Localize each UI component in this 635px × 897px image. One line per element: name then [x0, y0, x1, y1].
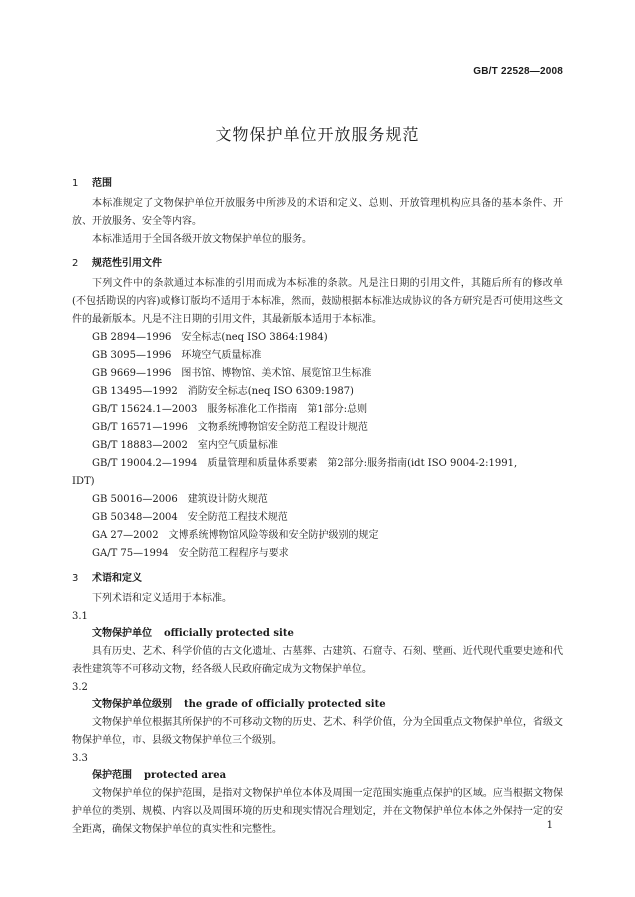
term-definition: 文物保护单位的保护范围，是指对文物保护单位本体及周围一定范围实施重点保护的区域。应当根据文物保护单位的类别、规模、内容以及周围环境的历史和现实情况合理划定，并在文物保护单位本体之外保持一定的安全距离，确保文物保护单位的真实性和完整性。 — [72, 788, 563, 835]
term-zh: 文物保护单位 — [92, 628, 152, 639]
reference-item: GB 2894—1996 安全标志(neq ISO 3864:1984) — [92, 332, 328, 343]
reference-item: GA 27—2002 文博系统博物馆风险等级和安全防护级别的规定 — [92, 530, 379, 541]
clause-number: 3.2 — [72, 682, 88, 693]
reference-item: GB/T 16571—1996 文物系统博物馆安全防范工程设计规范 — [92, 422, 368, 433]
reference-item: GB 9669—1996 图书馆、博物馆、美术馆、展览馆卫生标准 — [92, 368, 372, 379]
paragraph: 下列术语和定义适用于本标准。 — [92, 593, 232, 604]
page-number: 1 — [546, 820, 553, 831]
clause-number: 3.3 — [72, 753, 88, 764]
term-definition: 具有历史、艺术、科学价值的古文化遗址、古墓葬、古建筑、石窟寺、石刻、壁画、近代现代重要史迹和代表性建筑等不可移动文物，经各级人民政府确定成为文物保护单位。 — [72, 646, 563, 675]
term-heading — [72, 625, 563, 643]
reference-item: GB/T 15624.1—2003 服务标准化工作指南 第1部分:总则 — [92, 404, 368, 415]
term-zh: 文物保护单位级别 — [92, 699, 172, 710]
section-number: 3 — [72, 573, 79, 584]
reference-item: GB 3095—1996 环境空气质量标准 — [92, 350, 262, 361]
reference-line: GB/T 19004.2—1994 质量管理和质量体系要素 第2部分:服务指南(idt ISO 9004-2:1991, — [92, 458, 518, 469]
document-body — [72, 175, 563, 839]
paragraph: 本标准适用于全国各级开放文物保护单位的服务。 — [92, 234, 312, 245]
term-en: officially protected site — [164, 628, 294, 639]
clause-number: 3.1 — [72, 611, 88, 622]
section-2-heading — [72, 255, 563, 272]
section-number: 2 — [72, 258, 79, 269]
paragraph: 下列文件中的条款通过本标准的引用而成为本标准的条款。凡是注日期的引用文件，其随后所有的修改单(不包括勘误的内容)或修订版均不适用于本标准，然而，鼓励根据本标准达成协议的各方研究是否可使用这些文件的最新版本。凡是不注日期的引用文件，其最新版本适用于本标准。 — [72, 278, 563, 325]
reference-item: GB 50348—2004 安全防范工程技术规范 — [92, 512, 288, 523]
term-zh: 保护范围 — [92, 770, 132, 781]
reference-item — [72, 455, 563, 491]
reference-line-continued: IDT) — [72, 476, 95, 487]
section-title: 术语和定义 — [92, 573, 142, 584]
term-heading — [72, 767, 563, 785]
section-1-heading — [72, 175, 563, 192]
standard-number: GB/T 22528—2008 — [473, 66, 563, 77]
reference-item: GB 50016—2006 建筑设计防火规范 — [92, 494, 268, 505]
section-title: 范围 — [92, 178, 112, 189]
section-3-heading — [72, 570, 563, 587]
term-heading — [72, 696, 563, 714]
document-title: 文物保护单位开放服务规范 — [215, 125, 420, 144]
reference-item: GB 13495—1992 消防安全标志(neq ISO 6309:1987) — [92, 386, 354, 397]
section-title: 规范性引用文件 — [92, 258, 162, 269]
reference-item: GB/T 18883—2002 室内空气质量标准 — [92, 440, 278, 451]
term-definition: 文物保护单位根据其所保护的不可移动文物的历史、艺术、科学价值，分为全国重点文物保护单位，省级文物保护单位，市、县级文物保护单位三个级别。 — [72, 717, 563, 746]
term-en: the grade of officially protected site — [184, 699, 386, 710]
paragraph: 本标准规定了文物保护单位开放服务中所涉及的术语和定义、总则、开放管理机构应具备的基本条件、开放、开放服务、安全等内容。 — [72, 198, 563, 227]
term-en: protected area — [144, 770, 227, 781]
reference-item: GA/T 75—1994 安全防范工程程序与要求 — [92, 548, 289, 559]
section-number: 1 — [72, 178, 79, 189]
